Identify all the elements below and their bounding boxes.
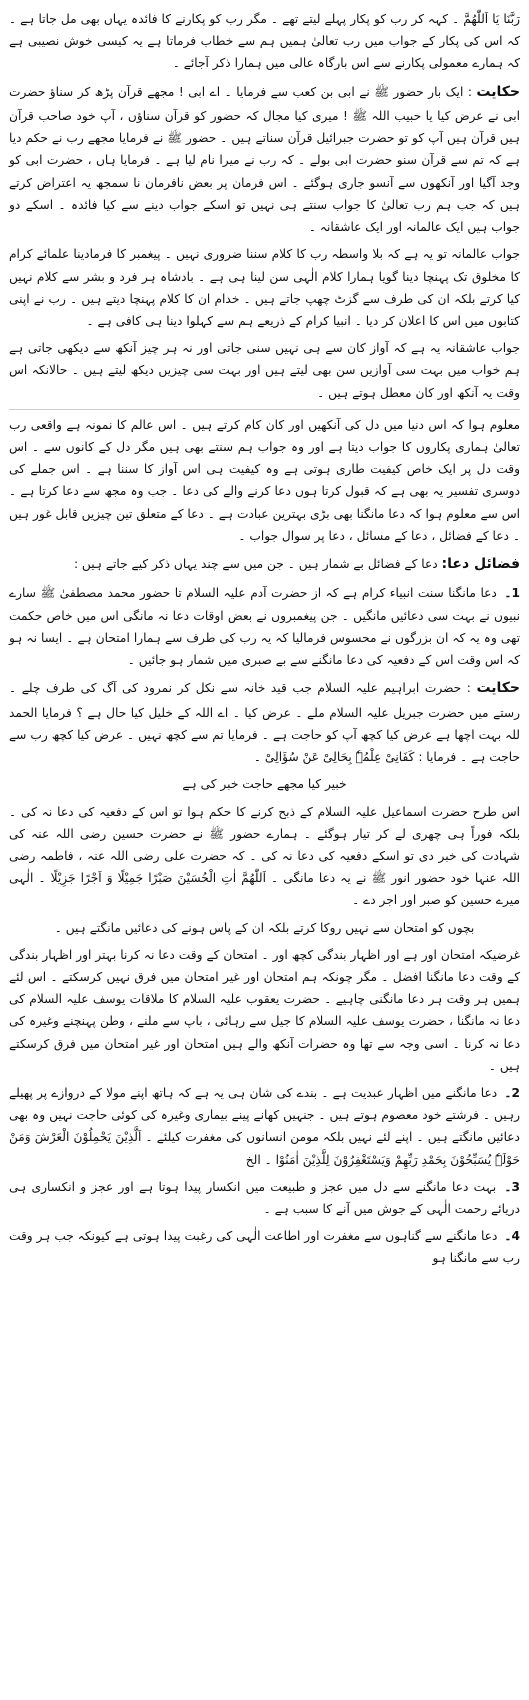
paragraph-ismail: اس طرح حضرت اسماعیل علیہ السلام کے ذبح کرنے کا حکم ہوا تو اس کے دفعیہ کی دعا نہ کی ۔ بلکہ فوراً ہی چھری لے کر تیار ہوگئے ۔ ہمارے حضور ﷺ نے حضرت حسین رضی اللہ عنہ کی شہادت کی خبر دی تو اسکے دفعیہ کی دعا نہ کی ۔ کہ حضرت علی رضی اللہ عنہ ، فاطمہ رضی اللہ عنہا خود حضور انور ﷺ نے یہ دعا مانگی ۔ اَللّٰھُمَّ اٰتِ الْحُسَیْنَ صَبْرًا جَمِیْلًا وَ اَجْرًا جَزِیْلًا ۔ الٰہی میرے حسین کو صبر اور اجر دے ۔ bbox=[9, 804, 520, 908]
paragraph-hikayat-1 bbox=[9, 80, 520, 239]
hikayat-text: : ایک بار حضور ﷺ نے ابی بن کعب سے فرمایا ۔ اے ابی ! مجھے قرآن پڑھ کر سناؤ حضرت ابی نے عرض کیا یا حبیب اللہ ﷺ ! میری کیا مجال کہ حضور کو قرآن سناؤں ، آپ خود صاحب قرآن ہیں قرآن ہیں آپ کو تو حضرت جبرائیل قرآن سناتے ہیں ۔ حضور ﷺ نے فرمایا مجھے رب نے حکم دیا ہے کہ تم سے قرآن سنو حضرت ابی بولے ۔ کہ رب نے میرا نام لیا ہے ۔ فرمایا ہاں ، حضرت ابی کو وجد آگیا اور آنکھوں سے آنسو جاری ہوگئے ۔ اس فرمان پر بعض نافرمان نا سمجھ یہ اعتراض کرتے ہیں کہ جب ہم رب تعالیٰ کا جواب سنتے ہی نہیں تو اسکے جواب دینے سے کیا فائدہ ۔ اسکے دو جواب ہیں ایک عالمانہ اور ایک عاشقانہ ۔ bbox=[9, 84, 520, 235]
paragraph-jawab-alimana: جواب عالمانہ تو یہ ہے کہ بلا واسطہ رب کا کلام سننا ضروری نہیں ۔ پیغمبر کا فرمادینا علمائے کرام کا مخلوق تک پہنچا دینا گویا ہمارا کلام الٰہی سن لینا ہی ہے ۔ بادشاہ ہر فرد و بشر سے کلام نہیں کیا کرتے بلکہ ان کی طرف سے گزٹ چھپ جاتے ہیں ۔ خدام ان کا کلام پہنچا دیتے ہیں ۔ رب نے اپنی کتابوں میں اس کا اعلان کر دیا ۔ انبیا کرام کے ذریعے ہم سے کہلوا دینا ہی کافی ہے ۔ bbox=[9, 247, 520, 328]
paragraph-jawab-ashiqana: جواب عاشقانہ یہ ہے کہ آواز کان سے ہی نہیں سنی جاتی اور نہ ہر چیز آنکھ سے دیکھی جاتی ہے ہم خواب میں بہت سی آوازیں سن بھی لیتے ہیں اور بہت سی چیزیں دیکھ لیتے ہیں ۔ حالانکہ اس وقت یہ آنکھ اور کان معطل ہوتے ہیں ۔ bbox=[9, 341, 520, 400]
list-item-1 bbox=[9, 582, 520, 671]
list-number-2: 2۔ bbox=[504, 1085, 521, 1100]
centered-line: بچوں کو امتحان سے نہیں روکا کرتے بلکہ ان کے پاس ہونے کی دعائیں مانگتے ہیں ۔ bbox=[54, 920, 475, 935]
verse-line: خبیر کیا مجھے حاجت خبر کی ہے bbox=[182, 777, 347, 792]
list-number-1: 1۔ bbox=[504, 586, 521, 601]
paragraph-imtihan: غرضیکہ امتحان اور ہے اور اظہار بندگی کچھ اور ۔ امتحان کے وقت دعا نہ کرنا بہتر اور اظہار بندگی کے وقت دعا مانگنا افضل ۔ مگر چونکہ ہم امتحان اور غیر امتحان میں فرق نہیں کرسکتے ۔ اس لئے ہمیں ہر وقت ہر دعا مانگنی چاہیے ۔ حضرت یعقوب علیہ السلام کا ملاقات یوسف علیہ السلام کی دعا نہ مانگنا ، حضرت یوسف علیہ السلام کا جیل سے رہائی ، باپ سے ملنے ، وطن پہنچنے وغیرہ کی دعا نہ کرنا ۔ اسی وجہ سے تھا وہ حضرات آنکھ والے ہیں امتحان اور غیر امتحان میں فرق کرسکتے ہیں ۔ bbox=[9, 947, 520, 1073]
divider bbox=[9, 409, 520, 410]
paragraph-maloom-hua: معلوم ہوا کہ اس دنیا میں دل کی آنکھیں اور کان کام کرتے ہیں ۔ اس عالم کا نمونہ ہے واقعی رب تعالیٰ ہماری پکاروں کا جواب دیتا ہے اور وہ جواب ہم سنتے بھی ہیں مگر دل کے کانوں سے ۔ اس وقت دل پر ایک خاص کیفیت طاری ہوتی ہے وہ کیفیت ہی اس آواز کا سننا ہے ۔ اس جملے کی دوسری تفسیر یہ بھی ہے کہ قبول کرتا ہوں دعا کرنے والے کی دعا ۔ جب وہ مجھ سے دعا کرتا ہے ۔ اس سے معلوم ہوا کہ دعا مانگنا بھی بڑی بہترین عبادت ہے ۔ دعا کے متعلق تین چیزیں قابل غور ہیں ۔ دعا کے فضائل ، دعا کے مسائل ، دعا پر سوال جواب ۔ bbox=[9, 417, 520, 543]
list-text-2: دعا مانگنے میں اظہار عبدیت ہے ۔ بندے کی شان ہی یہ ہے کہ ہاتھ اپنے مولا کے دروازے پر پھیلے رہیں ۔ فرشتے خود معصوم ہوتے ہیں ۔ جنہیں کھانے پینے بیماری وغیرہ کی کوئی حاجت نہیں وہ بھی دعائیں مانگتے ہیں ۔ اپنے لئے نہیں بلکہ مومن انسانوں کی مغفرت کیلئے ۔ اَلَّذِیْنَ یَحْمِلُوْنَ الْعَرْشَ وَمَنْ حَوْلَہٗ یُسَبِّحُوْنَ بِحَمْدِ رَبِّھِمْ وَیَسْتَغْفِرُوْنَ لِلَّذِیْنَ اٰمَنُوْا ۔ الخ bbox=[9, 1085, 520, 1167]
hikayat-heading: حکایت bbox=[476, 83, 520, 100]
list-item-2 bbox=[9, 1082, 520, 1171]
list-text-4: دعا مانگنے سے گناہوں سے مغفرت اور اطاعت الٰہی کی رغبت پیدا ہوتی ہے کیونکہ جب ہر وقت رب سے مانگنا ہو bbox=[9, 1229, 520, 1266]
list-text-1: دعا مانگنا سنت انبیاء کرام ہے کہ از حضرت آدم علیہ السلام تا حضور محمد مصطفیٰ ﷺ سارے نبیوں نے بہت سی دعائیں مانگیں ۔ جن پیغمبروں نے بعض اوقات دعا نہ مانگی اس میں خاص حکمت تھی وہ یہ کہ ان بزرگوں نے محسوس فرمالیا کہ یہ رب کی طرف سے ہمارا امتحان ہے ۔ ایسا نہ ہو کہ اس وقت اس کے دفعیہ کی دعا مانگنے سے بے صبری میں شمار ہو جائیں ۔ bbox=[9, 586, 520, 668]
list-item-3 bbox=[9, 1176, 520, 1220]
hikayat-text-2: : حضرت ابراہیم علیہ السلام جب قید خانہ سے نکل کر نمرود کی آگ کی طرف چلے ۔ رستے میں حضرت جبریل علیہ السلام ملے ۔ عرض کیا ۔ اے اللہ کے خلیل کیا حال ہے ؟ فرمایا الحمد للہ بہت اچھا ہے عرض کیا کچھ آپ کو حاجت ہے ۔ فرمایا تم سے کچھ نہیں ۔ عرض کیا کچھ رب سے حاجت ہے ۔ فرمایا : کَفَانِیْ عِلْمُہٗ بِحَالِیْ عَنْ سُؤَالِیْ ۔ bbox=[9, 681, 520, 765]
list-number-4: 4۔ bbox=[504, 1229, 520, 1244]
hikayat-heading-2: حکایت bbox=[476, 680, 521, 697]
paragraph-hikayat-2 bbox=[9, 676, 520, 768]
list-text-3: بہت دعا مانگنے سے دل میں عجز و طبیعت میں انکسار پیدا ہوتا ہے اور عجز و انکساری ہی دریائے رحمت الٰہی کے جوش میں آنے کا سبب ہے ۔ bbox=[9, 1179, 520, 1216]
fazail-heading: فضائل دعا: bbox=[441, 555, 520, 572]
fazail-intro: دعا کے فضائل بے شمار ہیں ۔ جن میں سے چند یہاں ذکر کیے جاتے ہیں : bbox=[73, 556, 438, 571]
list-item-4 bbox=[9, 1225, 520, 1269]
list-number-3: 3۔ bbox=[504, 1179, 521, 1194]
paragraph-intro: رَبَّنَا يَا اَللّٰھُمَّ ۔ کہہ کر رب کو پکار پہلے لیتے تھے ۔ مگر رب کو پکارنے کا فائدہ یہاں بھی مل جاتا ہے ۔ کہ اس کی پکار کے جواب میں رب تعالیٰ ہمیں ہم سے خطاب فرماتا ہے یہ کیسی خوش نصیبی ہے کہ ہمارے معمولی پکارنے سے اس بارگاہ عالی میں ہمارا ذکر آجائے ۔ bbox=[9, 12, 520, 71]
paragraph-fazail-heading bbox=[9, 552, 520, 577]
